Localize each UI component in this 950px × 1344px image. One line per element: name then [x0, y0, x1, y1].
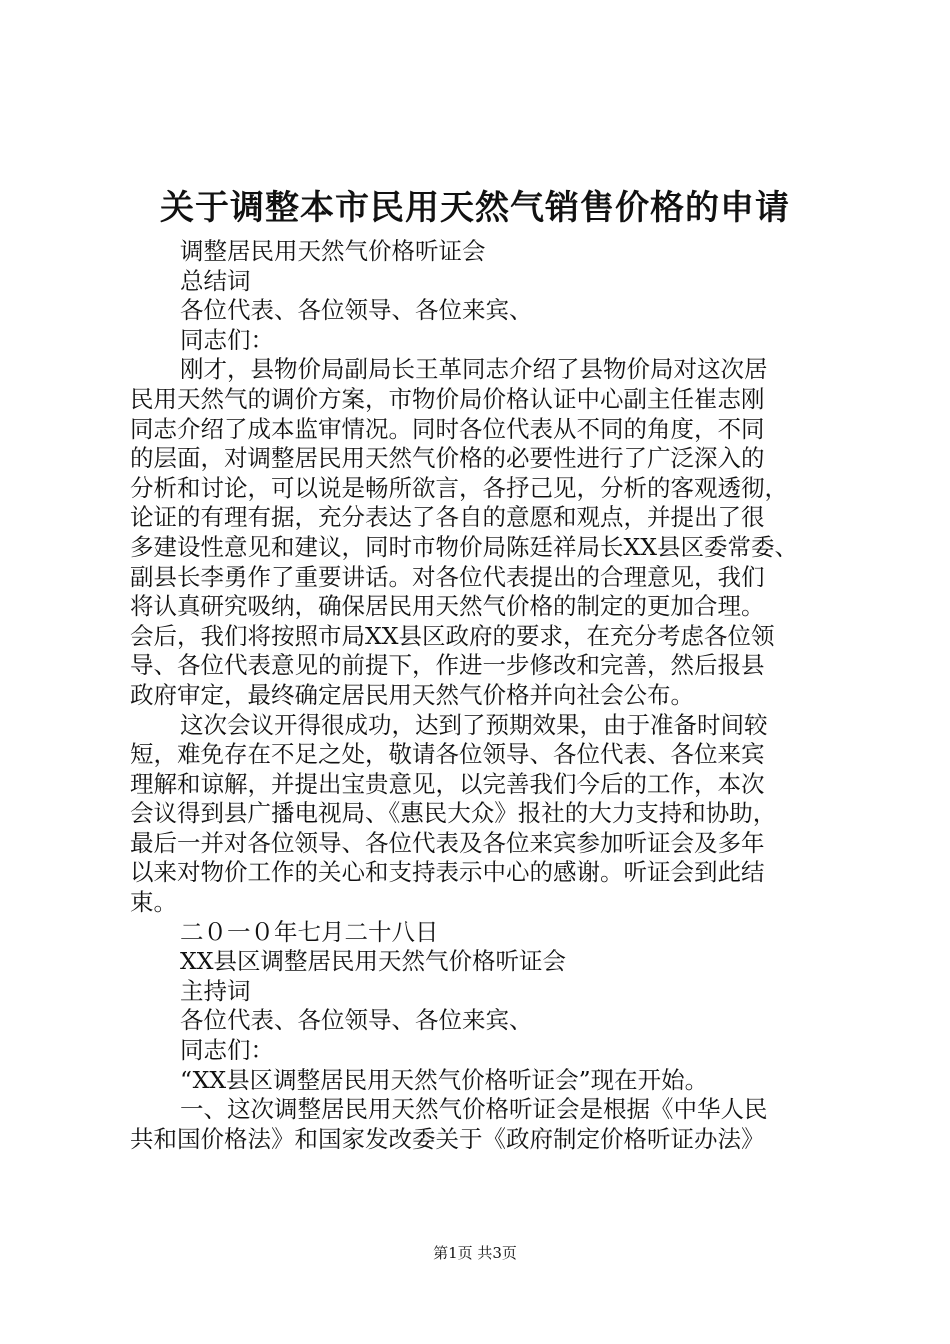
text-line: 调整居民用天然气价格听证会 — [180, 237, 486, 265]
text-line: 这次会议开得很成功，达到了预期效果，由于准备时间较 — [180, 710, 768, 739]
text-line: 刚才，县物价局副局长王革同志介绍了县物价局对这次居 — [180, 355, 768, 384]
text-line: “XX县区调整居民用天然气价格听证会”现在开始。 — [180, 1065, 709, 1094]
text-line: 各位代表、各位领导、各位来宾、 — [180, 1006, 533, 1035]
text-line: 分析和讨论，可以说是畅所欲言，各抒己见，分析的客观透彻， — [130, 473, 788, 502]
document-body — [130, 237, 830, 1154]
text-line: 政府审定，最终确定居民用天然气价格并向社会公布。 — [130, 680, 694, 709]
text-line: 将认真研究吸纳，确保居民用天然气价格的制定的更加合理。 — [130, 592, 765, 621]
text-line: 各位代表、各位领导、各位来宾、 — [180, 296, 533, 325]
text-line: 多建设性意见和建议，同时市物价局陈廷祥局长XX县区委常委、 — [130, 532, 798, 561]
text-line: 束。 — [130, 888, 177, 917]
text-line: 同志们： — [180, 325, 274, 354]
document-title: 关于调整本市民用天然气销售价格的申请 — [160, 188, 790, 228]
text-line: 共和国价格法》和国家发改委关于《政府制定价格听证办法》 — [130, 1124, 765, 1153]
text-line: 二０一０年七月二十八日 — [180, 917, 439, 946]
text-line: 一、这次调整居民用天然气价格听证会是根据《中华人民 — [180, 1095, 768, 1124]
text-line: 主持词 — [180, 976, 251, 1005]
text-line: 最后一并对各位领导、各位代表及各位来宾参加听证会及多年 — [130, 828, 765, 857]
text-line: 论证的有理有据，充分表达了各自的意愿和观点，并提出了很 — [130, 503, 765, 532]
text-line: 的层面，对调整居民用天然气价格的必要性进行了广泛深入的 — [130, 444, 765, 473]
page-footer: 第1页 共3页 — [433, 1244, 517, 1262]
text-line: 总结词 — [180, 266, 251, 295]
text-line: 短，难免存在不足之处，敬请各位领导、各位代表、各位来宾 — [130, 740, 765, 769]
text-line: 民用天然气的调价方案，市物价局价格认证中心副主任崔志刚 — [130, 384, 765, 413]
text-line: 以来对物价工作的关心和支持表示中心的感谢。听证会到此结 — [130, 858, 765, 887]
text-line: 会后，我们将按照市局XX县区政府的要求，在充分考虑各位领 — [130, 621, 775, 650]
text-line: 理解和谅解，并提出宝贵意见，以完善我们今后的工作，本次 — [130, 769, 765, 798]
text-line: 导、各位代表意见的前提下，作进一步修改和完善，然后报县 — [130, 651, 765, 680]
text-line: 会议得到县广播电视局、《惠民大众》报社的大力支持和协助， — [130, 799, 777, 828]
text-line: 同志介绍了成本监审情况。同时各位代表从不同的角度，不同 — [130, 414, 765, 443]
text-line: XX县区调整居民用天然气价格听证会 — [180, 947, 566, 976]
text-line: 同志们： — [180, 1036, 274, 1065]
text-line: 副县长李勇作了重要讲话。对各位代表提出的合理意见，我们 — [130, 562, 765, 591]
